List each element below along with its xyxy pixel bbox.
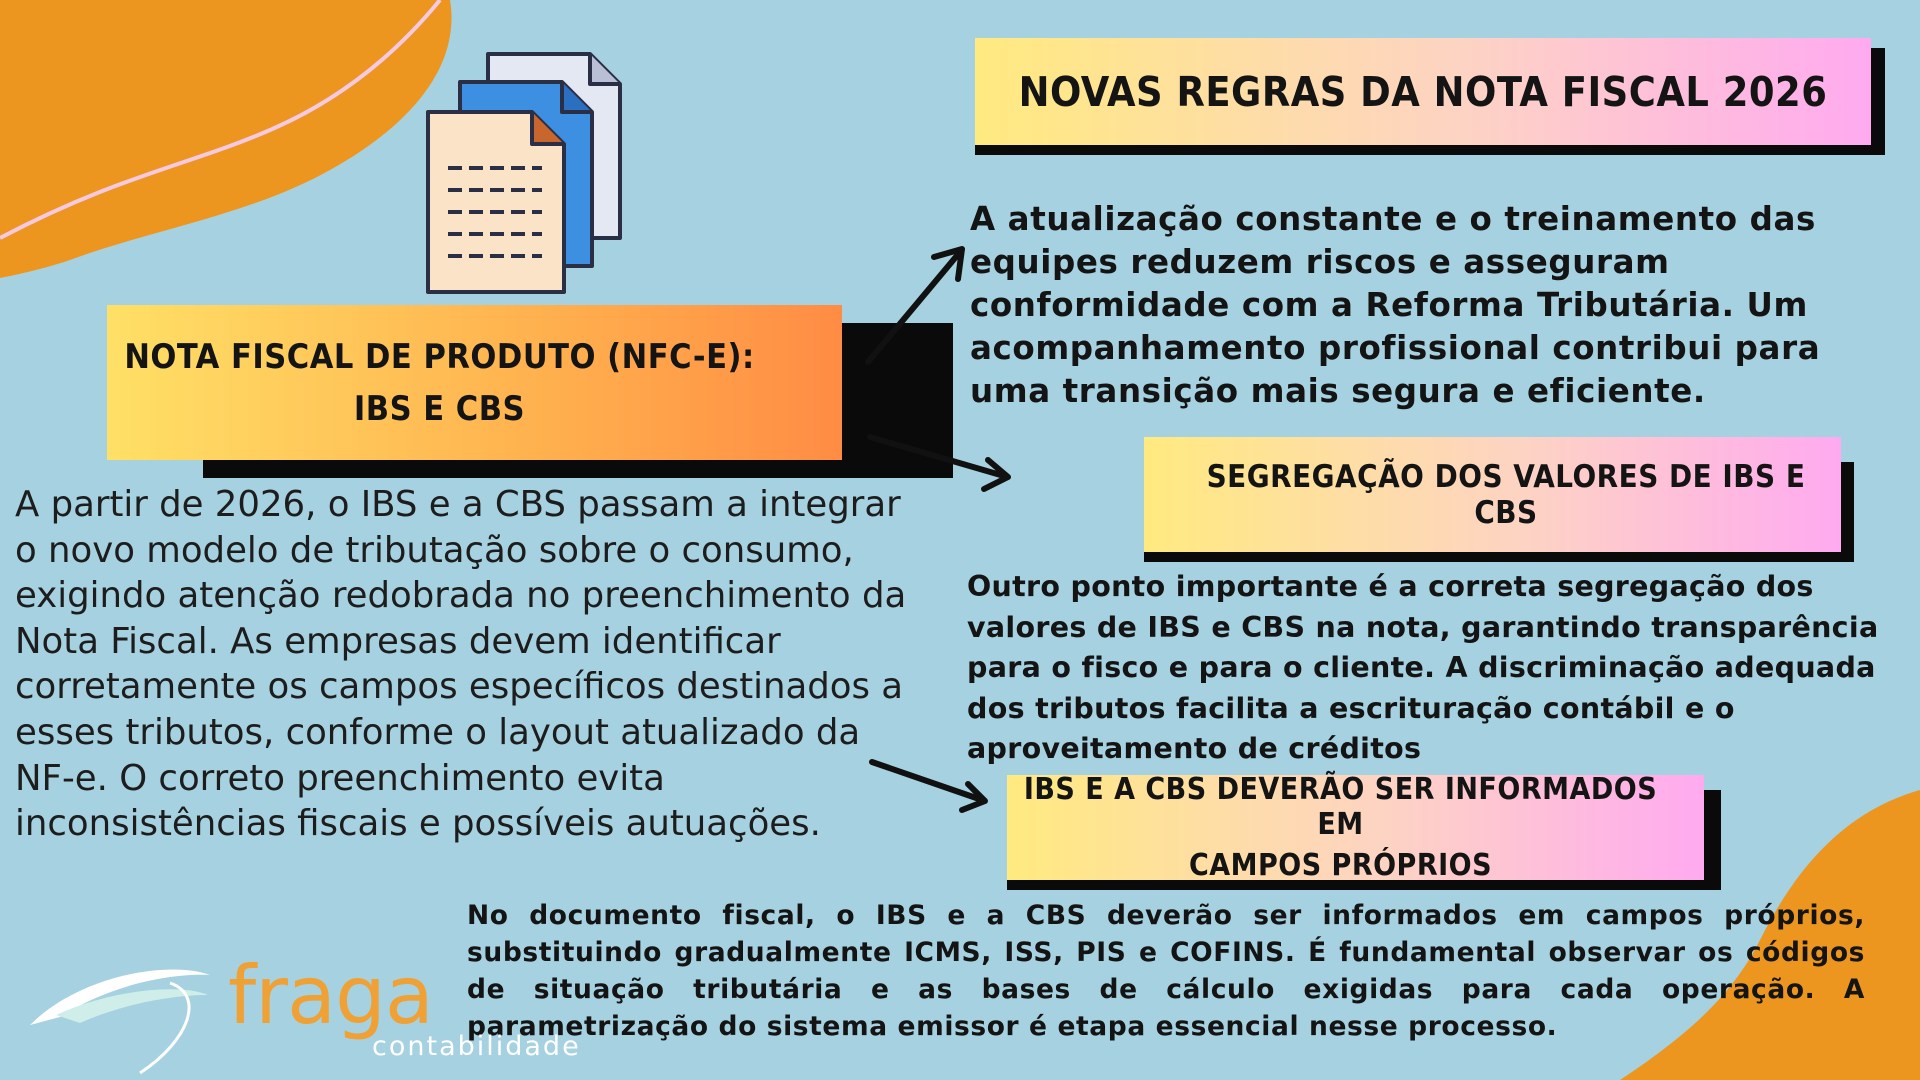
title-banner [975,38,1871,145]
campos-title-line1: IBS E A CBS DEVERÃO SER INFORMADOS EM [1023,772,1658,842]
atualizacao-text: A atualização constante e o treinamento das equipes reduzem riscos e asseguram conformidade com a Reforma Tributária. Um acompanhamento profissional contribui para uma transição mais segura e eficiente. [970,200,1821,410]
documents-icon [420,50,630,295]
campos-title-line2: CAMPOS PRÓPRIOS [1188,848,1493,883]
fraga-swoosh-logo [20,955,230,1075]
nfce-banner [107,305,842,460]
campos-text: No documento fiscal, o IBS e a CBS deverão ser informados em campos próprios, substituindo gradualmente ICMS, ISS, PIS e COFINS. É fundamental observar os códigos de situação tributária e as bases de cálculo exigidas para cada operação. A parametrização do sistema emissor é etapa essencial nesse processo. [467,900,1865,1042]
nfce-title-line2: IBS E CBS [353,388,526,429]
segregacao-banner [1144,437,1841,552]
campos-banner [1007,772,1704,883]
nfce-title-line1: NOTA FISCAL DE PRODUTO (NFC-E): [124,336,755,377]
intro-text: A partir de 2026, o IBS e a CBS passam a integrar o novo modelo de tributação sobre o consumo, exigindo atenção redobrada no preenchimento da Nota Fiscal. As empresas devem identificar corretamente os campos específicos destinados a esses tributos, conforme o layout atualizado da NF-e. O correto preenchimento evita inconsistências fiscais e possíveis autuações. [15,484,907,845]
top-left-orange-blob [0,0,470,280]
segregacao-title: SEGREGAÇÃO DOS VALORES DE IBS E CBS [1206,458,1806,531]
segregacao-text: Outro ponto importante é a correta segregação dos valores de IBS e CBS na nota, garantindo transparência para o fisco e para o cliente. A discriminação adequada dos tributos facilita a escrituração contábil e o aproveitamento de créditos [967,570,1879,765]
logo-subtitle: contabilidade [372,1031,581,1062]
title-text: NOVAS REGRAS DA NOTA FISCAL 2026 [1018,67,1828,116]
logo-word: fraga [228,949,433,1042]
fraga-logo [20,949,581,1075]
